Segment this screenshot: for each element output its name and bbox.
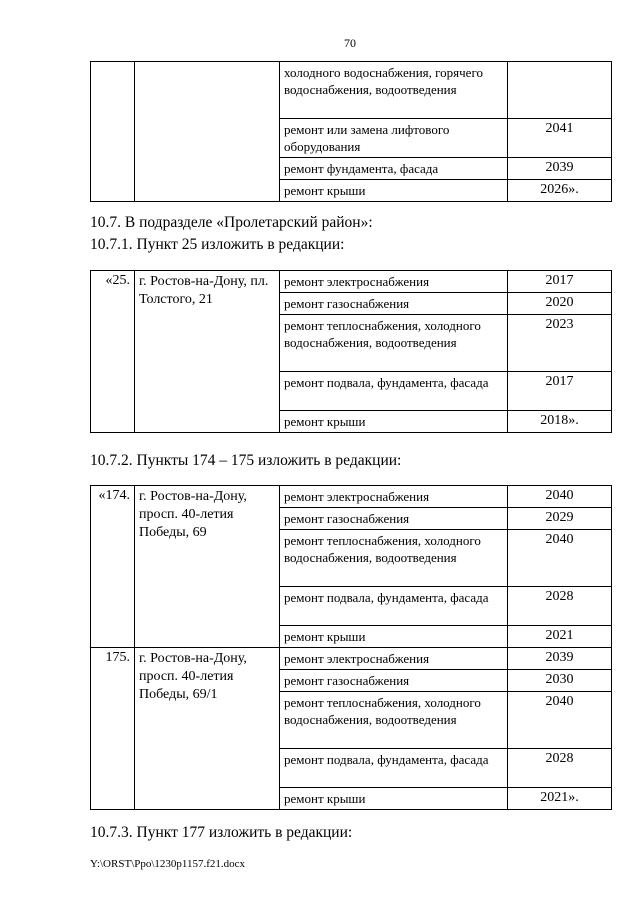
address-cell: г. Ростов-на-Дону, пл. Толстого, 21: [135, 271, 280, 433]
work-cell: ремонт газоснабжения: [280, 293, 508, 315]
work-cell: ремонт газоснабжения: [280, 670, 508, 692]
work-cell: ремонт подвала, фундамента, фасада: [280, 372, 508, 411]
year-cell: 2040: [508, 486, 612, 508]
year-cell: 2041: [508, 119, 612, 158]
address-cell: [135, 62, 280, 202]
year-cell: 2026».: [508, 180, 612, 202]
year-cell: 2017: [508, 372, 612, 411]
work-cell: ремонт теплоснабжения, холодного водоснабжения, водоотведения: [280, 530, 508, 587]
address-cell: г. Ростов-на-Дону, просп. 40-летия Победы, 69/1: [135, 648, 280, 810]
year-cell: 2020: [508, 293, 612, 315]
work-cell: ремонт электроснабжения: [280, 271, 508, 293]
work-cell: ремонт подвала, фундамента, фасада: [280, 587, 508, 626]
clause-text: 10.7.2. Пункты 174 – 175 изложить в редакции:: [90, 452, 402, 469]
section-heading: 10.7. В подразделе «Пролетарский район»:: [90, 214, 373, 231]
work-cell: ремонт электроснабжения: [280, 486, 508, 508]
work-cell: холодного водоснабжения, горячего водоснабжения, водоотведения: [280, 62, 508, 119]
work-cell: ремонт теплоснабжения, холодного водоснабжения, водоотведения: [280, 315, 508, 372]
work-cell: ремонт крыши: [280, 626, 508, 648]
year-cell: 2028: [508, 587, 612, 626]
clause-text: 10.7.1. Пункт 25 изложить в редакции:: [90, 236, 345, 253]
work-cell: ремонт крыши: [280, 180, 508, 202]
work-cell: ремонт крыши: [280, 411, 508, 433]
year-cell: 2040: [508, 530, 612, 587]
table-row: [91, 486, 612, 508]
work-cell: ремонт теплоснабжения, холодного водоснабжения, водоотведения: [280, 692, 508, 749]
year-cell: 2028: [508, 749, 612, 788]
year-cell: 2029: [508, 508, 612, 530]
address-cell: г. Ростов-на-Дону, просп. 40-летия Победы, 69: [135, 486, 280, 648]
year-cell: 2021».: [508, 788, 612, 810]
year-cell: 2021: [508, 626, 612, 648]
number-cell: 175.: [91, 648, 135, 810]
file-path-footer: Y:\ORST\Ppo\1230p1157.f21.docx: [90, 858, 246, 870]
table-item-25: [90, 270, 612, 433]
work-cell: ремонт подвала, фундамента, фасада: [280, 749, 508, 788]
year-cell: 2039: [508, 648, 612, 670]
year-cell: 2017: [508, 271, 612, 293]
work-cell: ремонт или замена лифтового оборудования: [280, 119, 508, 158]
number-cell: [91, 62, 135, 202]
work-cell: ремонт электроснабжения: [280, 648, 508, 670]
work-cell: ремонт крыши: [280, 788, 508, 810]
table-continuation: [90, 61, 612, 202]
year-cell: [508, 62, 612, 119]
table-row: [91, 648, 612, 670]
clause-text: 10.7.3. Пункт 177 изложить в редакции:: [90, 824, 353, 841]
year-cell: 2039: [508, 158, 612, 180]
table-row: [91, 271, 612, 293]
table-row: [91, 62, 612, 119]
work-cell: ремонт фундамента, фасада: [280, 158, 508, 180]
year-cell: 2023: [508, 315, 612, 372]
year-cell: 2040: [508, 692, 612, 749]
work-cell: ремонт газоснабжения: [280, 508, 508, 530]
number-cell: «25.: [91, 271, 135, 433]
year-cell: 2030: [508, 670, 612, 692]
year-cell: 2018».: [508, 411, 612, 433]
page-number: 70: [344, 36, 356, 50]
table-items-174-175: [90, 485, 612, 810]
number-cell: «174.: [91, 486, 135, 648]
